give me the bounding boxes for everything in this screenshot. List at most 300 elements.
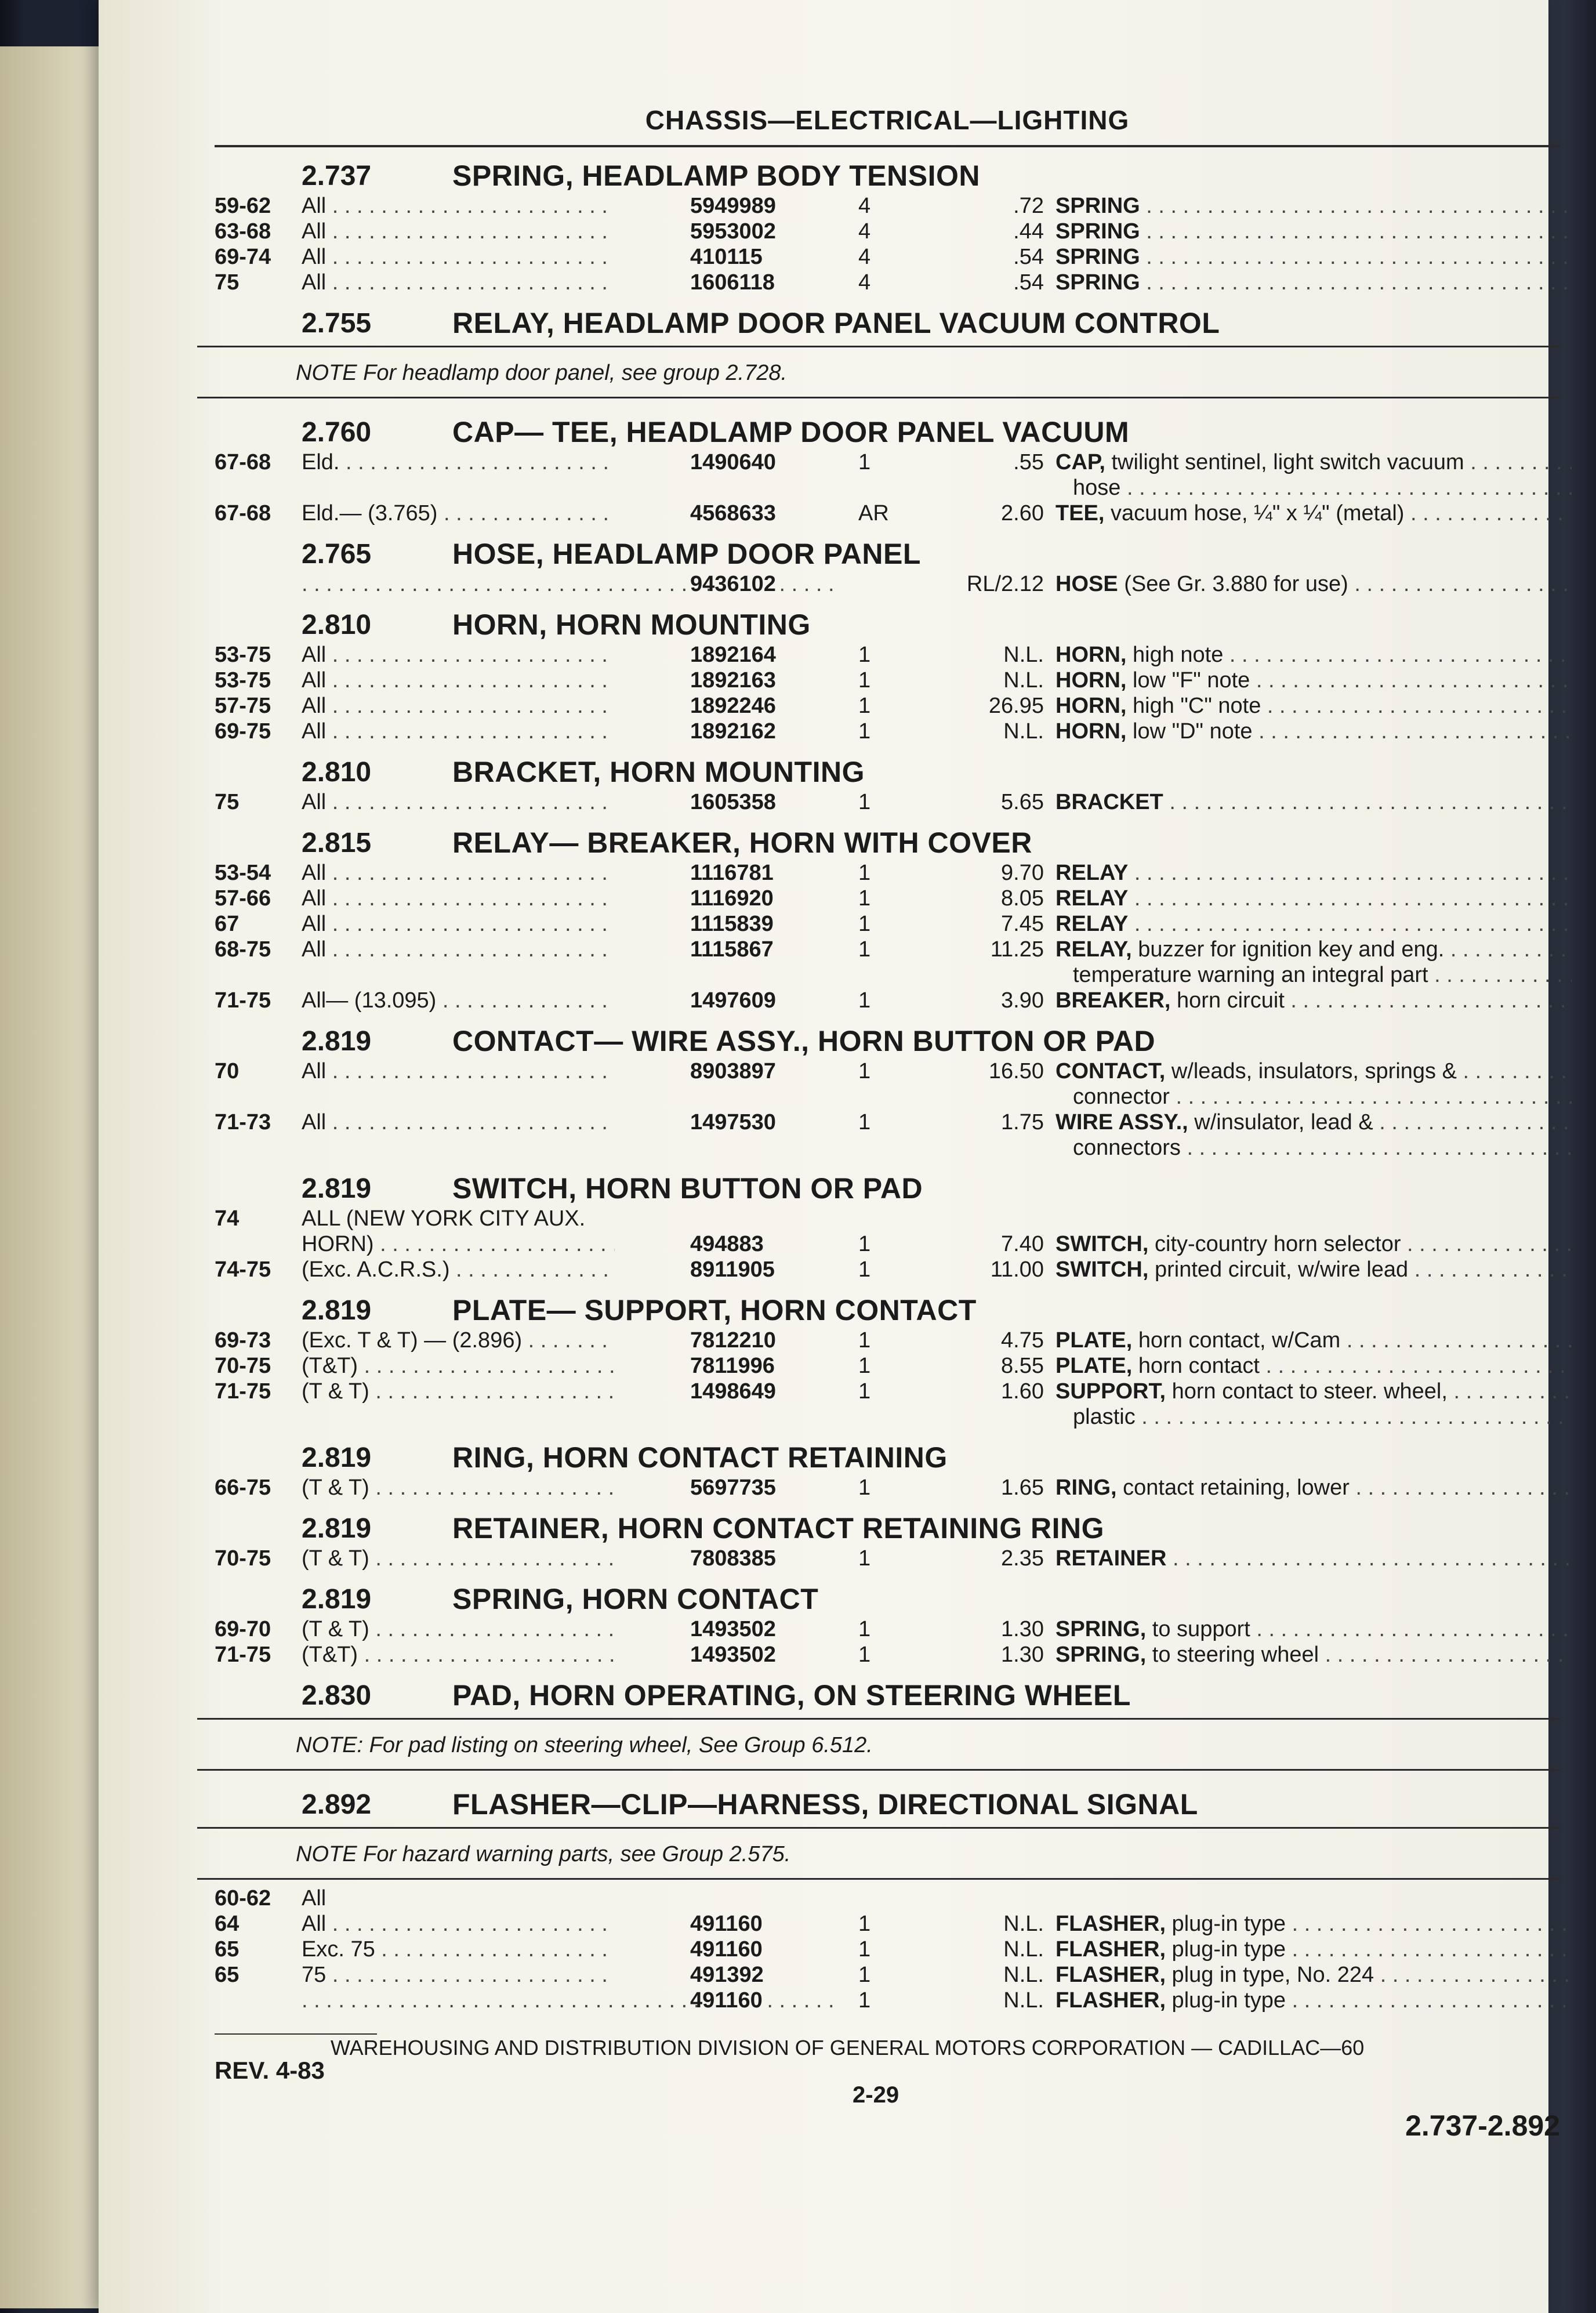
part-number: 5697735 (690, 1475, 776, 1500)
part-number: 7808385 (690, 1546, 776, 1571)
model-years: 74-75 (215, 1257, 271, 1282)
part-description: SPRING, to steering wheel . . . (1055, 1643, 1572, 1667)
quantity: 1 (858, 937, 871, 962)
part-name: FLASHER, (1055, 1912, 1166, 1936)
part-description: FLASHER, plug-in type . . . (1055, 1988, 1572, 2013)
section-title: HOSE, HEADLAMP DOOR PANEL (452, 538, 921, 570)
parts-row (215, 1059, 1560, 1085)
model-applicability: All . . . (302, 270, 615, 295)
part-name: SPRING (1055, 270, 1140, 295)
part-description: CAP, twilight sentinel, light switch vacuum . . . (1055, 450, 1572, 475)
part-number: 9436102 (690, 572, 776, 596)
model-applicability: All . . . (302, 245, 615, 270)
part-number: 5953002 (690, 219, 776, 244)
price: N.L. (1003, 1963, 1044, 1987)
part-name: SPRING, (1055, 1617, 1147, 1641)
price: .44 (1013, 219, 1044, 244)
footer-rule (215, 2033, 377, 2035)
quantity: 4 (858, 194, 871, 218)
part-name: SUPPORT, (1055, 1379, 1166, 1404)
catalog-section (215, 1676, 1560, 1777)
part-number: 8911905 (690, 1257, 775, 1282)
part-name: PLATE, (1055, 1354, 1133, 1378)
model-years: 67 (215, 912, 240, 936)
part-description: PLATE, horn contact, w/Cam . . . (1055, 1328, 1572, 1353)
part-name: WIRE ASSY., (1055, 1110, 1188, 1134)
quantity: 1 (858, 1643, 871, 1667)
section-note (215, 1822, 1560, 1886)
quantity: 1 (858, 1937, 871, 1962)
price: 5.65 (1001, 790, 1044, 814)
part-name: RELAY, (1055, 937, 1132, 962)
part-name: CAP, (1055, 450, 1105, 474)
model-years: 71-73 (215, 1110, 271, 1134)
part-name: SPRING (1055, 219, 1140, 244)
catalog-section (215, 157, 1560, 296)
price: 1.75 (1001, 1110, 1044, 1134)
model-years: 53-54 (215, 861, 271, 885)
part-description: CONTACT, w/leads, insulators, springs & . . . (1055, 1059, 1572, 1084)
part-number: 1498649 (690, 1379, 776, 1404)
quantity: 1 (858, 1232, 871, 1256)
parts-row (215, 790, 1560, 815)
price: .55 (1013, 450, 1044, 474)
section-number: 2.819 (302, 1442, 372, 1473)
note-text: NOTE For headlamp door panel, see group 2.728. (296, 361, 788, 385)
model-applicability: (Exc. T & T) — (2.896) . . . (302, 1328, 615, 1353)
parts-row-continuation (215, 1405, 1560, 1430)
price: .72 (1013, 194, 1044, 218)
section-title: CONTACT— WIRE ASSY., HORN BUTTON OR PAD (452, 1025, 1156, 1057)
model-applicability: (T & T) . . . (302, 1475, 615, 1500)
catalog-section (215, 824, 1560, 1014)
part-name: FLASHER, (1055, 1988, 1166, 2013)
model-years: 66-75 (215, 1475, 271, 1500)
note-rule-top (197, 346, 1560, 347)
section-heading (215, 824, 1560, 861)
part-number: 1115839 (690, 912, 774, 936)
part-number: 1606118 (690, 270, 775, 295)
part-name: HORN, (1055, 694, 1127, 718)
part-description: SPRING, to support . . . (1055, 1617, 1572, 1642)
parts-row (215, 1354, 1560, 1379)
model-years: 67-68 (215, 501, 271, 525)
parts-row (215, 668, 1560, 694)
part-number: 7811996 (690, 1354, 775, 1378)
model-applicability: All— (13.095) . . . (302, 988, 615, 1013)
section-number: 2.737 (302, 161, 372, 191)
parts-row (215, 886, 1560, 912)
part-description (1055, 1546, 1572, 1571)
catalog-section (215, 1169, 1560, 1283)
part-name: BRACKET (1055, 790, 1163, 814)
quantity: 1 (858, 861, 871, 885)
parts-row (215, 1937, 1560, 1963)
part-name: RELAY (1055, 861, 1129, 885)
parts-row (215, 1546, 1560, 1572)
price: N.L. (1003, 1988, 1044, 2013)
model-applicability: (T & T) . . . (302, 1617, 615, 1642)
part-description: HOSE (See Gr. 3.880 for use) . . . (1055, 572, 1572, 597)
part-number: 1892163 (690, 668, 776, 693)
note-rule-bottom (197, 397, 1560, 398)
catalog-section (215, 753, 1560, 815)
section-heading (215, 413, 1560, 450)
part-number: 1497609 (690, 988, 776, 1013)
part-description: SUPPORT, horn contact to steer. wheel, . . . (1055, 1379, 1572, 1404)
note-rule-bottom (197, 1878, 1560, 1880)
part-description: RELAY, buzzer for ignition key and eng. . . . (1055, 937, 1572, 962)
part-description: FLASHER, plug in type, No. 224 . . . (1055, 1963, 1572, 1988)
parts-row (215, 1963, 1560, 1988)
part-number: 491160 (690, 1988, 763, 2013)
quantity: 1 (858, 1988, 871, 2013)
quantity: 1 (858, 886, 871, 911)
part-description: TEE, vacuum hose, ¼" x ¼" (metal) . . . (1055, 501, 1572, 526)
parts-row-continuation (215, 1136, 1560, 1161)
price: 1.65 (1001, 1475, 1044, 1500)
price: 1.30 (1001, 1617, 1044, 1641)
quantity: 1 (858, 450, 871, 474)
quantity: 1 (858, 1475, 871, 1500)
page-content (215, 87, 1583, 2303)
section-number: 2.892 (302, 1789, 372, 1820)
parts-row (215, 450, 1560, 476)
model-years: 59-62 (215, 194, 271, 218)
part-number: 491392 (690, 1963, 764, 1987)
model-applicability: All . . . (302, 194, 615, 219)
part-description (1055, 194, 1572, 219)
price: 4.75 (1001, 1328, 1044, 1353)
parts-row (215, 1912, 1560, 1937)
section-title: SWITCH, HORN BUTTON OR PAD (452, 1172, 923, 1205)
section-number: 2.819 (302, 1584, 372, 1615)
model-applicability: ALL (NEW YORK CITY AUX. (302, 1206, 586, 1231)
part-name: RELAY (1055, 886, 1129, 911)
quantity: 1 (858, 1328, 871, 1353)
price: 7.40 (1001, 1232, 1044, 1256)
section-heading (215, 1509, 1560, 1546)
part-name: HORN, (1055, 643, 1127, 667)
part-description: WIRE ASSY., w/insulator, lead & . . . (1055, 1110, 1572, 1135)
part-number: 491160 (690, 1912, 763, 1936)
quantity: 1 (858, 668, 871, 693)
parts-row (215, 219, 1560, 245)
description-continuation: hose . . . (1073, 476, 1572, 501)
parts-row (215, 719, 1560, 745)
price: 1.30 (1001, 1643, 1044, 1667)
footer-division: WAREHOUSING AND DISTRIBUTION DIVISION OF GENERAL MOTORS CORPORATION — CADILLAC—60 (331, 2036, 1365, 2060)
section-number: 2.819 (302, 1513, 372, 1544)
model-applicability: All (302, 1886, 327, 1910)
price: 8.05 (1001, 886, 1044, 911)
section-heading (215, 606, 1560, 643)
price: RL/2.12 (966, 572, 1044, 596)
model-applicability: (T & T) . . . (302, 1546, 615, 1571)
model-applicability: Eld. . . . (302, 450, 615, 475)
quantity: 1 (858, 694, 871, 718)
quantity: 1 (858, 643, 871, 667)
parts-row (215, 861, 1560, 886)
section-title: RETAINER, HORN CONTACT RETAINING RING (452, 1512, 1105, 1545)
model-applicability: All . . . (302, 937, 615, 962)
quantity: 1 (858, 1110, 871, 1134)
part-name: HORN, (1055, 719, 1127, 744)
price: 7.45 (1001, 912, 1044, 936)
model-years: 69-75 (215, 719, 271, 744)
parts-row-continuation (215, 476, 1560, 501)
price: 2.60 (1001, 501, 1044, 525)
page-range: 2.737-2.892 (1405, 2109, 1560, 2142)
part-name: SWITCH, (1055, 1232, 1149, 1256)
part-description: HORN, high "C" note . . . (1055, 694, 1572, 719)
model-years: 65 (215, 1937, 240, 1962)
part-number: 1892164 (690, 643, 776, 667)
part-number: 1115867 (690, 937, 774, 962)
catalog-section (215, 1291, 1560, 1430)
model-applicability: Eld.— (3.765) . . . (302, 501, 615, 526)
quantity: 1 (858, 1257, 871, 1282)
section-heading (215, 535, 1560, 572)
parts-row (215, 694, 1560, 719)
price: 9.70 (1001, 861, 1044, 885)
section-heading (215, 1438, 1560, 1475)
quantity: 1 (858, 1963, 871, 1987)
model-applicability: HORN) . . . (302, 1232, 615, 1257)
section-number: 2.810 (302, 757, 372, 788)
part-number: 8903897 (690, 1059, 776, 1083)
parts-row (215, 1617, 1560, 1643)
model-applicability: All . . . (302, 1059, 615, 1084)
part-name: RING, (1055, 1475, 1117, 1500)
section-number: 2.830 (302, 1680, 372, 1711)
parts-row (215, 937, 1560, 963)
part-number: 4568633 (690, 501, 776, 525)
section-heading (215, 157, 1560, 194)
section-title: RING, HORN CONTACT RETAINING (452, 1441, 948, 1474)
part-description: SWITCH, city-country horn selector . . . (1055, 1232, 1572, 1257)
part-number: 1116920 (690, 886, 774, 911)
model-applicability: (T&T) . . . (302, 1643, 615, 1667)
catalog-section (215, 304, 1560, 405)
part-name: CONTACT, (1055, 1059, 1166, 1083)
part-name: RELAY (1055, 912, 1129, 936)
model-applicability: All . . . (302, 668, 615, 693)
model-years: 69-73 (215, 1328, 271, 1353)
model-years: 53-75 (215, 643, 271, 667)
part-name: FLASHER, (1055, 1937, 1166, 1962)
parts-row (215, 1475, 1560, 1501)
model-applicability: All . . . (302, 790, 615, 815)
quantity: 4 (858, 270, 871, 295)
section-heading (215, 1022, 1560, 1059)
catalog-section (215, 413, 1560, 527)
parts-row (215, 1643, 1560, 1668)
parts-row (215, 245, 1560, 270)
price: 8.55 (1001, 1354, 1044, 1378)
model-applicability: 75 . . . (302, 1963, 615, 1988)
part-number: 491160 (690, 1937, 763, 1962)
section-title: SPRING, HEADLAMP BODY TENSION (452, 159, 980, 192)
section-number: 2.765 (302, 539, 372, 570)
parts-row (215, 1232, 1560, 1257)
catalog-section (215, 535, 1560, 597)
model-applicability: All . . . (302, 861, 615, 886)
parts-row (215, 194, 1560, 219)
quantity: 1 (858, 1617, 871, 1641)
part-number: 1605358 (690, 790, 776, 814)
quantity: 4 (858, 245, 871, 269)
model-years: 53-75 (215, 668, 271, 693)
description-continuation: plastic . . . (1073, 1405, 1572, 1430)
model-years: 71-75 (215, 1643, 271, 1667)
price: N.L. (1003, 719, 1044, 744)
parts-row (215, 1257, 1560, 1283)
quantity: 1 (858, 1912, 871, 1936)
section-heading (215, 753, 1560, 790)
price: 1.60 (1001, 1379, 1044, 1404)
note-rule-bottom (197, 1769, 1560, 1771)
part-description: BREAKER, horn circuit . . . (1055, 988, 1572, 1013)
model-applicability: All . . . (302, 912, 615, 937)
part-number: 7812210 (690, 1328, 776, 1353)
price: N.L. (1003, 668, 1044, 693)
catalog-section (215, 1509, 1560, 1572)
price: 26.95 (988, 694, 1044, 718)
part-description: HORN, low "F" note . . . (1055, 668, 1572, 693)
model-years: 71-75 (215, 988, 271, 1013)
model-applicability: All . . . (302, 643, 615, 668)
section-number: 2.819 (302, 1173, 372, 1204)
section-title: RELAY— BREAKER, HORN WITH COVER (452, 826, 1032, 859)
quantity: 1 (858, 1546, 871, 1571)
note-text: NOTE: For pad listing on steering wheel, See Group 6.512. (296, 1733, 873, 1757)
model-years: 70 (215, 1059, 240, 1083)
model-years: 65 (215, 1963, 240, 1987)
model-years: 57-66 (215, 886, 271, 911)
model-years: 74 (215, 1206, 240, 1231)
price: 11.00 (990, 1257, 1044, 1282)
model-applicability: All . . . (302, 1912, 615, 1937)
price: .54 (1013, 245, 1044, 269)
model-applicability: (T&T) . . . (302, 1354, 615, 1379)
model-years: 69-70 (215, 1617, 271, 1641)
price: 16.50 (988, 1059, 1044, 1083)
model-years: 71-75 (215, 1379, 271, 1404)
section-note (215, 341, 1560, 405)
note-text: NOTE For hazard warning parts, see Group 2.575. (296, 1842, 791, 1866)
part-number: 1497530 (690, 1110, 776, 1134)
part-description: FLASHER, plug-in type . . . (1055, 1937, 1572, 1962)
header-rule (215, 145, 1560, 147)
part-name: HOSE (1055, 572, 1118, 596)
section-heading (215, 1580, 1560, 1617)
model-applicability: (Exc. A.C.R.S.) . . . (302, 1257, 615, 1282)
part-description (1055, 790, 1572, 815)
quantity: AR (858, 501, 889, 525)
section-title: HORN, HORN MOUNTING (452, 608, 811, 641)
parts-row (215, 270, 1560, 296)
part-description (1055, 912, 1572, 937)
section-heading (215, 1676, 1560, 1713)
part-description: RING, contact retaining, lower . . . (1055, 1475, 1572, 1500)
part-description (1055, 861, 1572, 886)
model-applicability: All . . . (302, 219, 615, 244)
section-number: 2.760 (302, 417, 372, 448)
part-name: PLATE, (1055, 1328, 1133, 1353)
parts-row (215, 501, 1560, 527)
part-description: HORN, low "D" note . . . (1055, 719, 1572, 744)
section-number: 2.810 (302, 610, 372, 640)
model-applicability: (T & T) . . . (302, 1379, 615, 1404)
model-years: 67-68 (215, 450, 271, 474)
part-name: SPRING (1055, 194, 1140, 218)
quantity: 1 (858, 719, 871, 744)
part-name: TEE, (1055, 501, 1105, 525)
catalog-section (215, 1438, 1560, 1501)
model-applicability: Exc. 75 . . . (302, 1937, 615, 1962)
model-years: 70-75 (215, 1546, 271, 1571)
quantity: 1 (858, 1354, 871, 1378)
section-title: RELAY, HEADLAMP DOOR PANEL VACUUM CONTROL (452, 307, 1220, 339)
parts-row (215, 572, 1560, 597)
price: 3.90 (1001, 988, 1044, 1013)
page-number: 2-29 (853, 2082, 899, 2108)
parts-row (215, 1110, 1560, 1136)
parts-row (215, 643, 1560, 668)
catalog-section (215, 1785, 1560, 2014)
part-name: SPRING (1055, 245, 1140, 269)
model-applicability: All . . . (302, 719, 615, 744)
section-title: PAD, HORN OPERATING, ON STEERING WHEEL (452, 1679, 1131, 1712)
part-name: HORN, (1055, 668, 1127, 693)
price: 11.25 (990, 937, 1044, 962)
model-years: 75 (215, 790, 240, 814)
part-name: FLASHER, (1055, 1963, 1166, 1987)
section-title: FLASHER—CLIP—HARNESS, DIRECTIONAL SIGNAL (452, 1788, 1198, 1821)
price: .54 (1013, 270, 1044, 295)
section-heading (215, 304, 1560, 341)
section-heading (215, 1291, 1560, 1328)
description-continuation: temperature warning an integral part . . . (1073, 963, 1572, 988)
section-title: SPRING, HORN CONTACT (452, 1583, 819, 1615)
price: N.L. (1003, 1937, 1044, 1962)
part-description: SWITCH, printed circuit, w/wire lead . . . (1055, 1257, 1572, 1282)
quantity: 1 (858, 1379, 871, 1404)
note-rule-top (197, 1827, 1560, 1829)
part-number: 1116781 (690, 861, 774, 885)
price: N.L. (1003, 643, 1044, 667)
quantity: 1 (858, 988, 871, 1013)
model-applicability: All . . . (302, 886, 615, 911)
part-description (1055, 219, 1572, 244)
part-number: 494883 (690, 1232, 764, 1256)
section-heading (215, 1785, 1560, 1822)
model-applicability: All . . . (302, 694, 615, 719)
part-description (1055, 886, 1572, 911)
part-name: RETAINER (1055, 1546, 1167, 1571)
part-number: 1493502 (690, 1617, 776, 1641)
section-number: 2.819 (302, 1026, 372, 1057)
model-years: 69-74 (215, 245, 271, 269)
section-number: 2.755 (302, 308, 372, 339)
parts-row (215, 1988, 1560, 2014)
part-number: 1493502 (690, 1643, 776, 1667)
section-title: PLATE— SUPPORT, HORN CONTACT (452, 1294, 977, 1326)
catalog-section (215, 1580, 1560, 1668)
part-description (1055, 270, 1572, 295)
section-heading (215, 1169, 1560, 1206)
